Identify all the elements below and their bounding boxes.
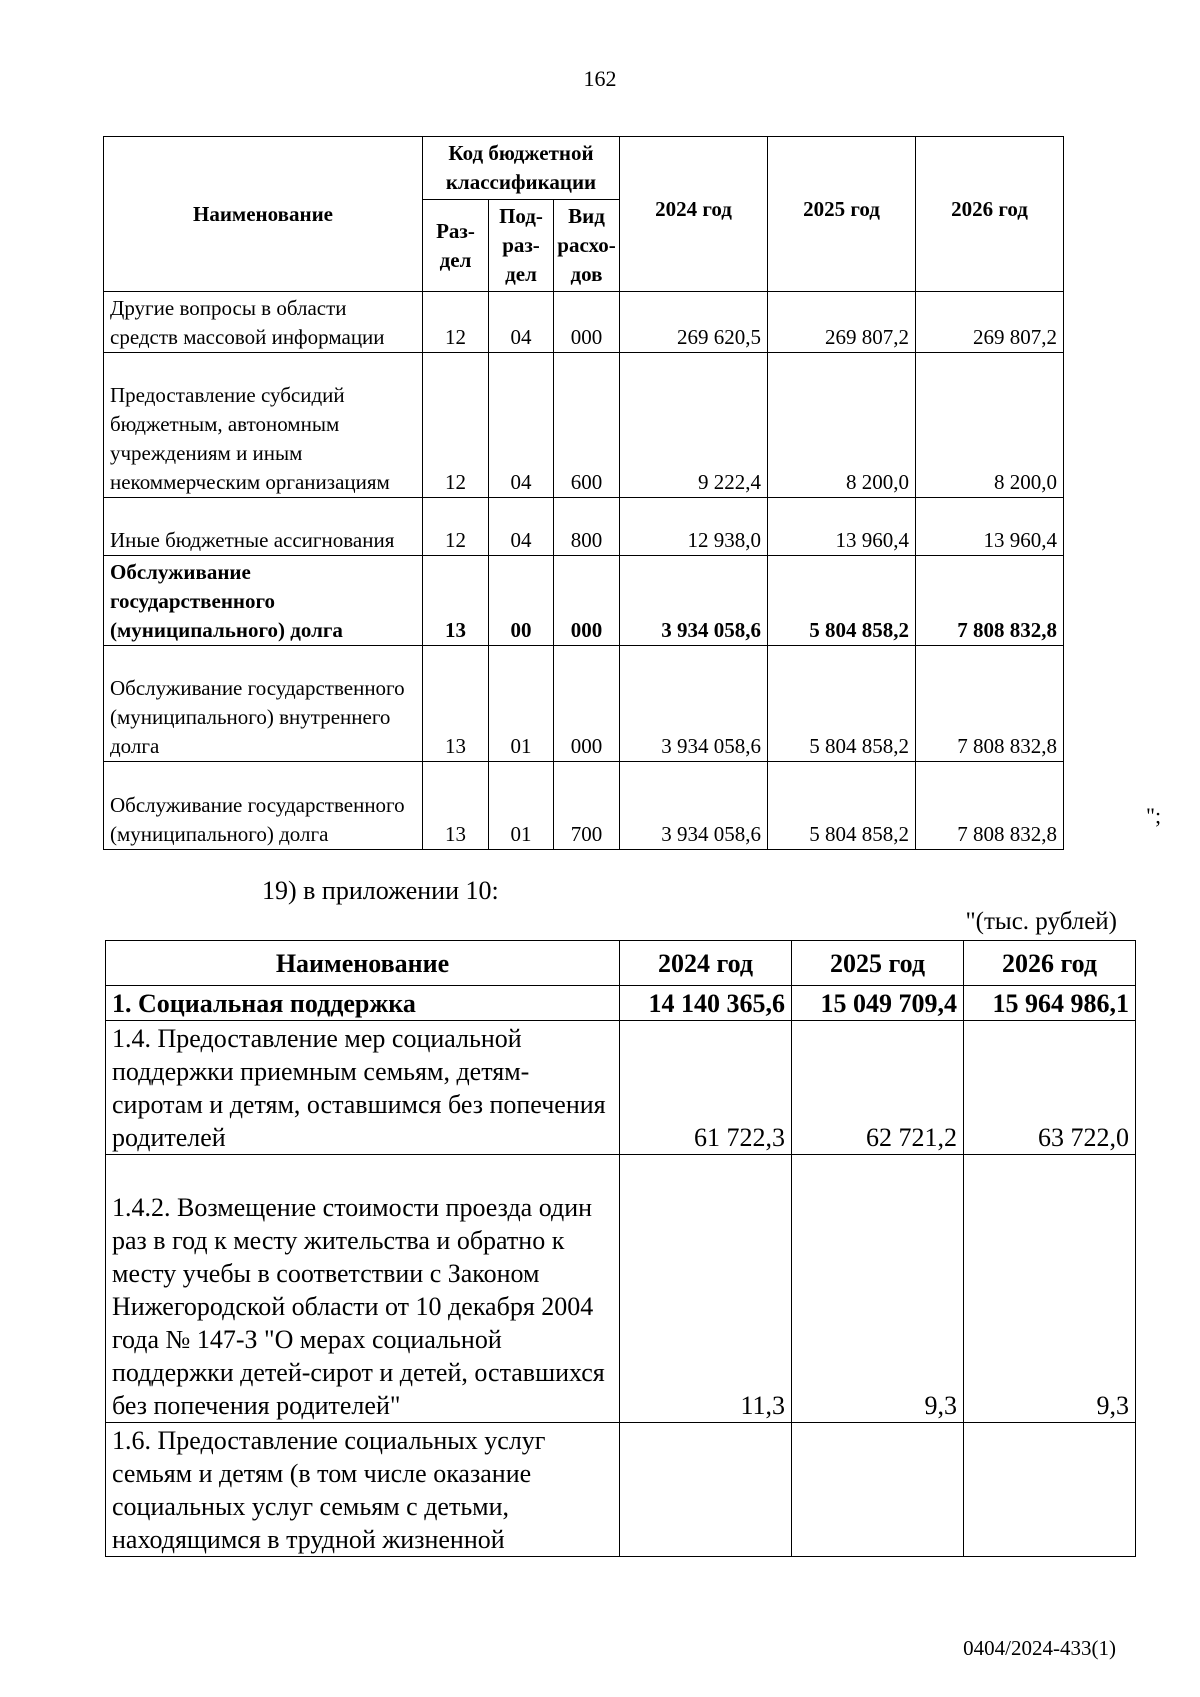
row-2026: 7 808 832,8 bbox=[916, 646, 1064, 762]
row-podrazdel: 01 bbox=[489, 646, 554, 762]
row-name: 1.4.2. Возмещение стоимости проезда один раз в год к месту жительства и обратно к месту учебы в соответствии с Законом Нижегородской области от 10 декабря 2004 года № 147-З "О мерах социальной поддержки детей-сирот и детей, оставшихся без попечения родителей" bbox=[106, 1155, 620, 1423]
row-2026: 7 808 832,8 bbox=[916, 762, 1064, 850]
header-2025: 2025 год bbox=[792, 941, 964, 986]
header-razdel: Раз-дел bbox=[423, 200, 489, 292]
table-row bbox=[104, 353, 1064, 498]
header-2024: 2024 год bbox=[620, 137, 768, 292]
row-podrazdel: 01 bbox=[489, 762, 554, 850]
row-2025: 9,3 bbox=[792, 1155, 964, 1423]
row-2025: 5 804 858,2 bbox=[768, 646, 916, 762]
row-vid: 600 bbox=[554, 353, 620, 498]
row-2025 bbox=[792, 1423, 964, 1557]
row-2026: 63 722,0 bbox=[964, 1021, 1136, 1155]
row-2026: 8 200,0 bbox=[916, 353, 1064, 498]
row-podrazdel: 04 bbox=[489, 498, 554, 556]
row-vid: 000 bbox=[554, 556, 620, 646]
table-row bbox=[104, 556, 1064, 646]
table-row bbox=[106, 1155, 1136, 1423]
row-2026 bbox=[964, 1423, 1136, 1557]
document-code: 0404/2024-433(1) bbox=[963, 1636, 1116, 1660]
row-vid: 000 bbox=[554, 292, 620, 353]
row-name: Обслуживание государственного (муниципального) долга bbox=[104, 762, 423, 850]
row-razdel: 12 bbox=[423, 498, 489, 556]
row-2025: 62 721,2 bbox=[792, 1021, 964, 1155]
row-name: Другие вопросы в области средств массовой информации bbox=[104, 292, 423, 353]
row-2024: 3 934 058,6 bbox=[620, 556, 768, 646]
table-row bbox=[104, 498, 1064, 556]
row-2025: 269 807,2 bbox=[768, 292, 916, 353]
row-2024: 9 222,4 bbox=[620, 353, 768, 498]
row-2024: 11,3 bbox=[620, 1155, 792, 1423]
item-heading: 19) в приложении 10: bbox=[262, 876, 499, 905]
row-2024: 3 934 058,6 bbox=[620, 646, 768, 762]
row-name: Иные бюджетные ассигнования bbox=[104, 498, 423, 556]
header-name: Наименование bbox=[104, 137, 423, 292]
row-2026: 269 807,2 bbox=[916, 292, 1064, 353]
row-name: Обслуживание государственного (муниципального) долга bbox=[104, 556, 423, 646]
row-razdel: 12 bbox=[423, 353, 489, 498]
table-row bbox=[106, 1021, 1136, 1155]
row-2024: 61 722,3 bbox=[620, 1021, 792, 1155]
row-2024 bbox=[620, 1423, 792, 1557]
units-label: "(тыс. рублей) bbox=[965, 908, 1117, 935]
appendix-10-table bbox=[105, 940, 1136, 1557]
row-name: Обслуживание государственного (муниципального) внутреннего долга bbox=[104, 646, 423, 762]
header-2024: 2024 год bbox=[620, 941, 792, 986]
row-vid: 000 bbox=[554, 646, 620, 762]
row-podrazdel: 00 bbox=[489, 556, 554, 646]
row-2026: 9,3 bbox=[964, 1155, 1136, 1423]
header-code-group: Код бюджетной классификации bbox=[423, 137, 620, 200]
header-2026: 2026 год bbox=[964, 941, 1136, 986]
row-2026: 15 964 986,1 bbox=[964, 986, 1136, 1021]
row-2026: 13 960,4 bbox=[916, 498, 1064, 556]
row-name: 1.6. Предоставление социальных услуг семьям и детям (в том числе оказание социальных услуг семьям с детьми, находящимся в трудной жизненной bbox=[106, 1423, 620, 1557]
header-2025: 2025 год bbox=[768, 137, 916, 292]
table-row bbox=[104, 762, 1064, 850]
row-2024: 269 620,5 bbox=[620, 292, 768, 353]
row-name: 1. Социальная поддержка bbox=[106, 986, 620, 1021]
table-row bbox=[106, 1423, 1136, 1557]
row-vid: 700 bbox=[554, 762, 620, 850]
row-2024: 14 140 365,6 bbox=[620, 986, 792, 1021]
row-vid: 800 bbox=[554, 498, 620, 556]
table-row bbox=[104, 292, 1064, 353]
row-2024: 12 938,0 bbox=[620, 498, 768, 556]
row-podrazdel: 04 bbox=[489, 292, 554, 353]
row-name: Предоставление субсидий бюджетным, автономным учреждениям и иным некоммерческим организациям bbox=[104, 353, 423, 498]
row-podrazdel: 04 bbox=[489, 353, 554, 498]
header-2026: 2026 год bbox=[916, 137, 1064, 292]
header-podrazdel: Под-раз-дел bbox=[489, 200, 554, 292]
table-row bbox=[104, 646, 1064, 762]
row-2024: 3 934 058,6 bbox=[620, 762, 768, 850]
table1-closing-quote: "; bbox=[1146, 803, 1162, 828]
row-2025: 5 804 858,2 bbox=[768, 762, 916, 850]
budget-classification-table bbox=[103, 136, 1064, 850]
header-name: Наименование bbox=[106, 941, 620, 986]
table-row bbox=[106, 986, 1136, 1021]
row-2025: 8 200,0 bbox=[768, 353, 916, 498]
row-razdel: 13 bbox=[423, 556, 489, 646]
page-number: 162 bbox=[583, 66, 617, 91]
header-vid: Вид расхо-дов bbox=[554, 200, 620, 292]
row-razdel: 13 bbox=[423, 646, 489, 762]
row-razdel: 12 bbox=[423, 292, 489, 353]
row-razdel: 13 bbox=[423, 762, 489, 850]
row-2025: 5 804 858,2 bbox=[768, 556, 916, 646]
row-2026: 7 808 832,8 bbox=[916, 556, 1064, 646]
row-2025: 13 960,4 bbox=[768, 498, 916, 556]
row-2025: 15 049 709,4 bbox=[792, 986, 964, 1021]
row-name: 1.4. Предоставление мер социальной поддержки приемным семьям, детям-сиротам и детям, оставшимся без попечения родителей bbox=[106, 1021, 620, 1155]
